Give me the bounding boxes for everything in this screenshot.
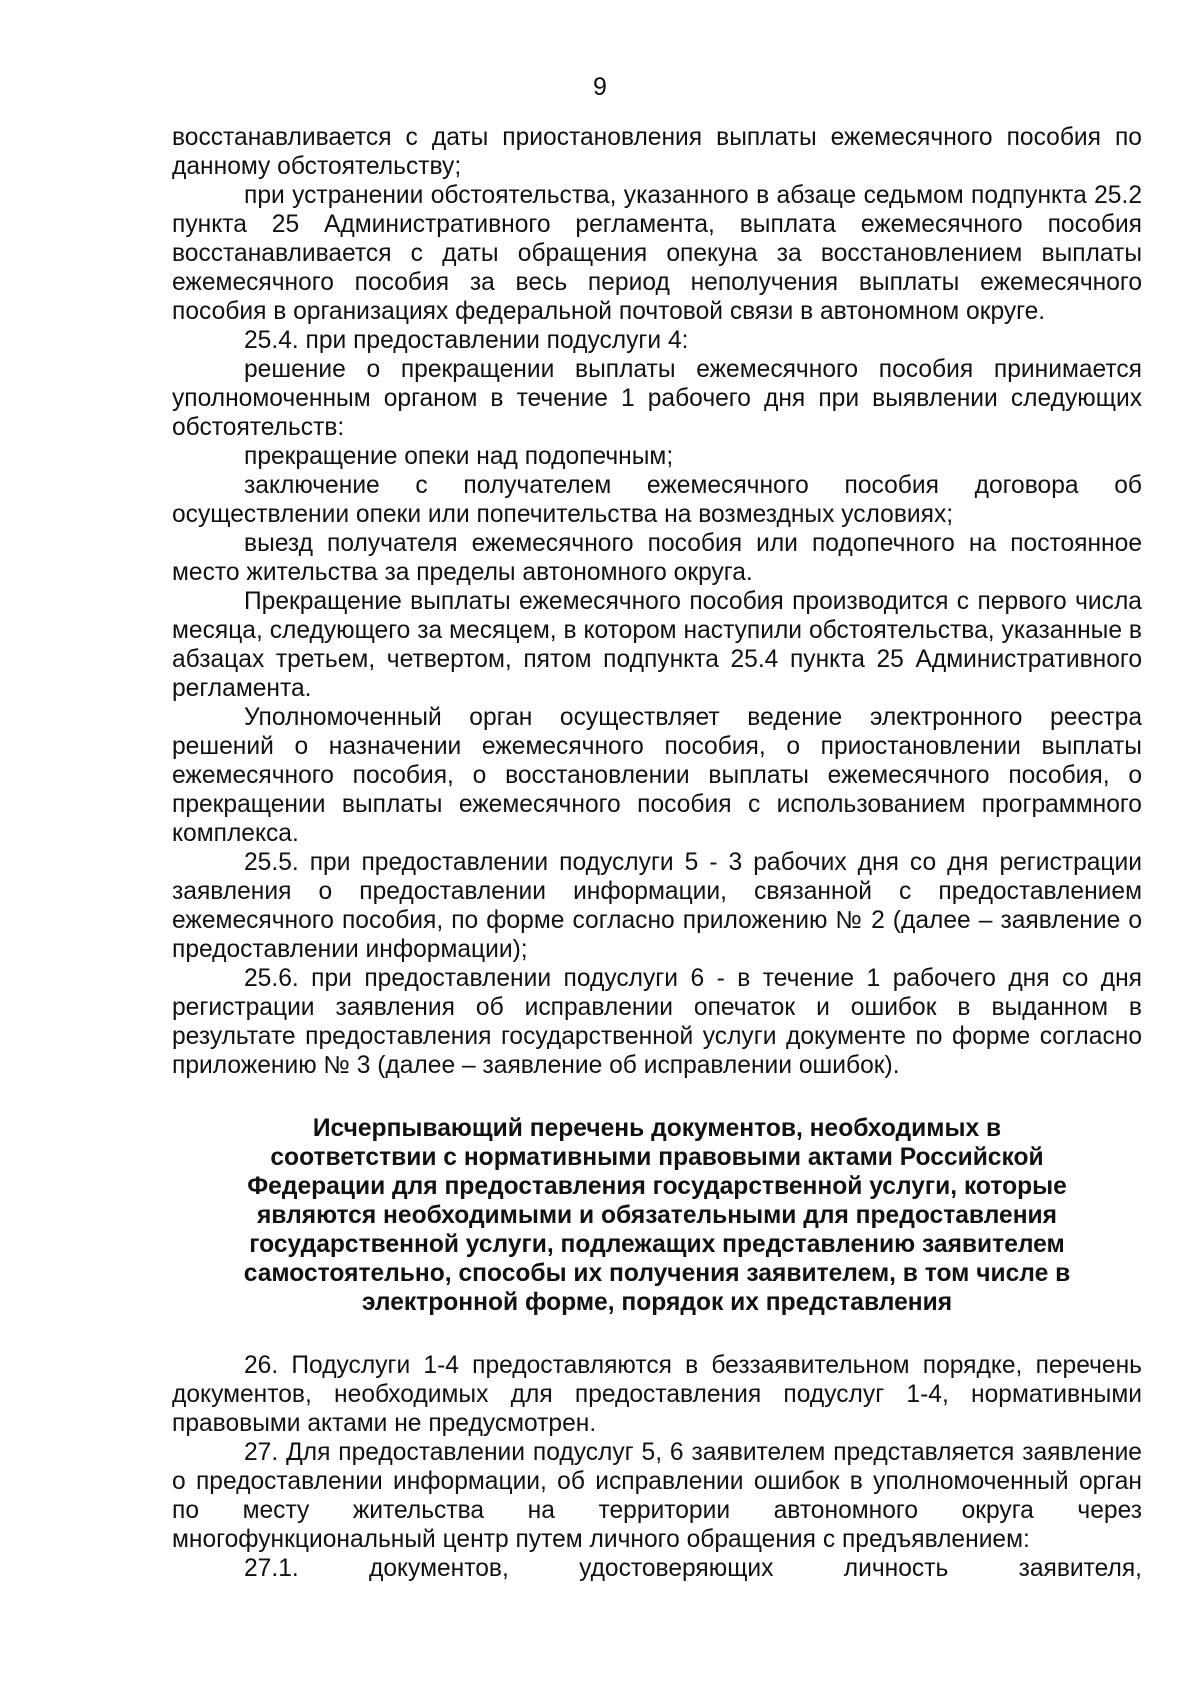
paragraph: Уполномоченный орган осуществляет ведение электронного реестра решений о назначении ежемесячного пособия, о приостановлении выплаты ежемесячного пособия, о восстановлении выплаты ежемесячного пособия, о прекращении выплаты ежемесячного пособия с использованием программного комплекса. [172,704,1142,847]
page-number: 9 [593,73,607,101]
document-body [172,123,1142,1583]
paragraph: заключение с получателем ежемесячного пособия договора об осуществлении опеки или попечительства на возмездных условиях; [172,472,1142,528]
paragraph: прекращение опеки над подопечным; [244,443,674,470]
paragraph: выезд получателя ежемесячного пособия или подопечного на постоянное место жительства за пределы автономного округа. [172,530,1142,586]
section-top [172,123,1142,1080]
paragraph: Прекращение выплаты ежемесячного пособия производится с первого числа месяца, следующего за месяцем, в котором наступили обстоятельства, указанные в абзацах третьем, четвертом, пятом подпункта 25.4 пункта 25 Административного регламента. [172,588,1142,702]
paragraph: восстанавливается с даты приостановления выплаты ежемесячного пособия по данному обстоятельству; [172,124,1142,180]
paragraph: 26. Подуслуги 1-4 предоставляются в беззаявительном порядке, перечень документов, необходимых для предоставления подуслуг 1-4, нормативными правовыми актами не предусмотрен. [172,1352,1142,1437]
paragraph: решение о прекращении выплаты ежемесячного пособия принимается уполномоченным органом в течение 1 рабочего дня при выявлении следующих обстоятельств: [172,356,1142,441]
paragraph: 25.6. при предоставлении подуслуги 6 - в течение 1 рабочего дня со дня регистрации заявления об исправлении опечаток и ошибок в выданном в результате предоставления государственной услуги документе по форме согласно приложению № 3 (далее – заявление об исправлении ошибок). [172,965,1142,1079]
paragraph: при устранении обстоятельства, указанного в абзаце седьмом подпункта 25.2 пункта 25 Административного регламента, выплата ежемесячного пособия восстанавливается с даты обращения опекуна за восстановлением выплаты ежемесячного пособия за весь период неполучения выплаты ежемесячного пособия в организациях федеральной почтовой связи в автономном округе. [172,182,1142,325]
section-heading: Исчерпывающий перечень документов, необходимых в соответствии с нормативными правовыми актами Российской Федерации для предоставления государственной услуги, которые являются необходимыми и обязательными для предоставления государственной услуги, подлежащих представлению заявителем самостоятельно, способы их получения заявителем, в том числе в электронной форме, порядок их представления [243,1115,1071,1316]
paragraph: 25.5. при предоставлении подуслуги 5 - 3 рабочих дня со дня регистрации заявления о предоставлении информации, связанной с предоставлением ежемесячного пособия, по форме согласно приложению № 2 (далее – заявление о предоставлении информации); [172,849,1142,963]
section-bottom [172,1351,1142,1583]
paragraph: 27. Для предоставлении подуслуг 5, 6 заявителем представляется заявление о предоставлении информации, об исправлении ошибок в уполномоченный орган по месту жительства на территории автономного округа через многофункциональный центр путем личного обращения с предъявлением: [172,1439,1142,1553]
paragraph: 25.4. при предоставлении подуслуги 4: [244,327,689,354]
paragraph: 27.1. документов, удостоверяющих личность заявителя, [244,1555,1142,1582]
